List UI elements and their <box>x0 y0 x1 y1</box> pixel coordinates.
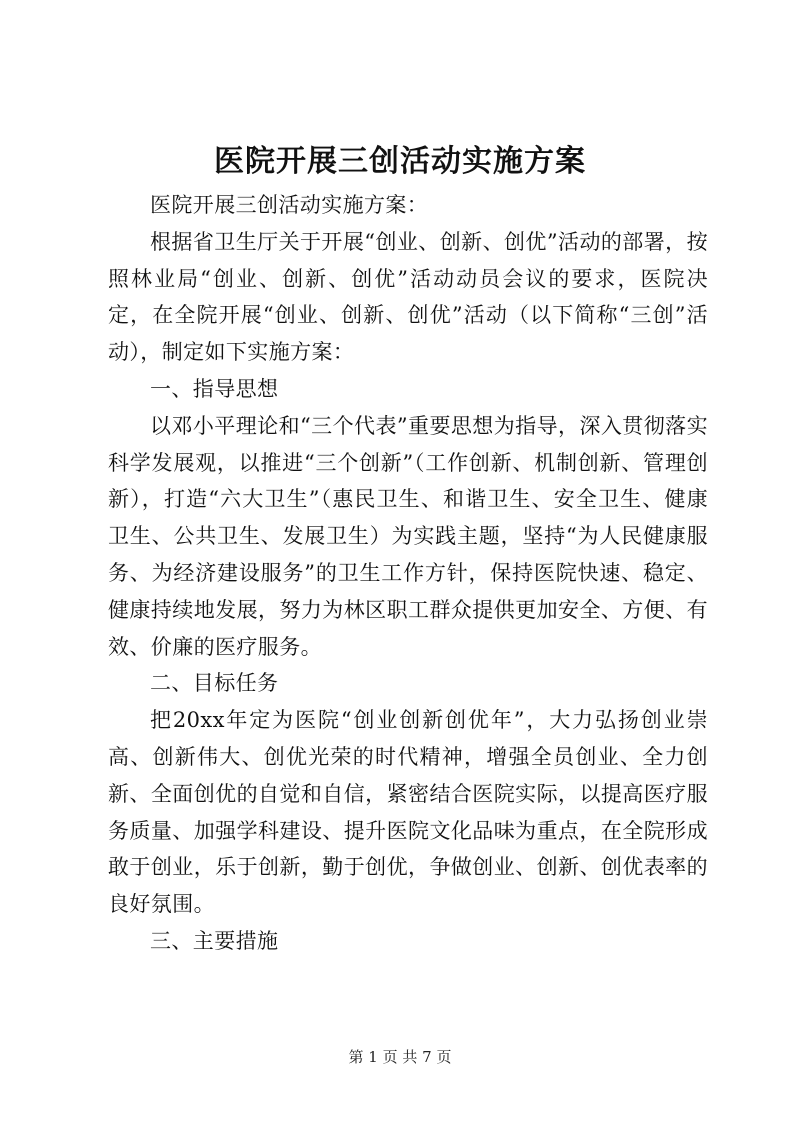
guiding-thought-paragraph: 以邓小平理论和“三个代表”重要思想为指导，深入贯彻落实科学发展观，以推进“三个创新”（工作创新、机制创新、管理创新），打造“六大卫生”（惠民卫生、和谐卫生、安全卫生、健康卫生、公共卫生、发展卫生）为实践主题，坚持“为人民健康服务、为经济建设服务”的卫生工作方针，保持医院快速、稳定、健康持续地发展，努力为林区职工群众提供更加安全、方便、有效、价廉的医疗服务。 <box>108 413 708 659</box>
goals-paragraph: 把20xx年定为医院“创业创新创优年”，大力弘扬创业崇高、创新伟大、创优光荣的时代精神，增强全员创业、全力创新、全面创优的自觉和自信，紧密结合医院实际，以提高医疗服务质量、加强学科建设、提升医院文化品味为重点，在全院形成敢于创业，乐于创新，勤于创优，争做创业、创新、创优表率的良好氛围。 <box>108 708 708 917</box>
document-body <box>108 187 708 960</box>
section-heading-measures: 三、主要措施 <box>150 928 279 953</box>
document-title: 医院开展三创活动实施方案 <box>214 144 586 179</box>
section-heading-guiding-thought: 一、指导思想 <box>150 376 279 401</box>
page-footer: 第 1 页 共 7 页 <box>348 1048 452 1066</box>
intro-paragraph: 根据省卫生厅关于开展“创业、创新、创优”活动的部署，按照林业局“创业、创新、创优”活动动员会议的要求，医院决定，在全院开展“创业、创新、创优”活动（以下简称“三创”活动），制定如下实施方案： <box>108 229 708 365</box>
section-heading-goals: 二、目标任务 <box>150 671 279 696</box>
intro-line: 医院开展三创活动实施方案： <box>150 193 429 217</box>
